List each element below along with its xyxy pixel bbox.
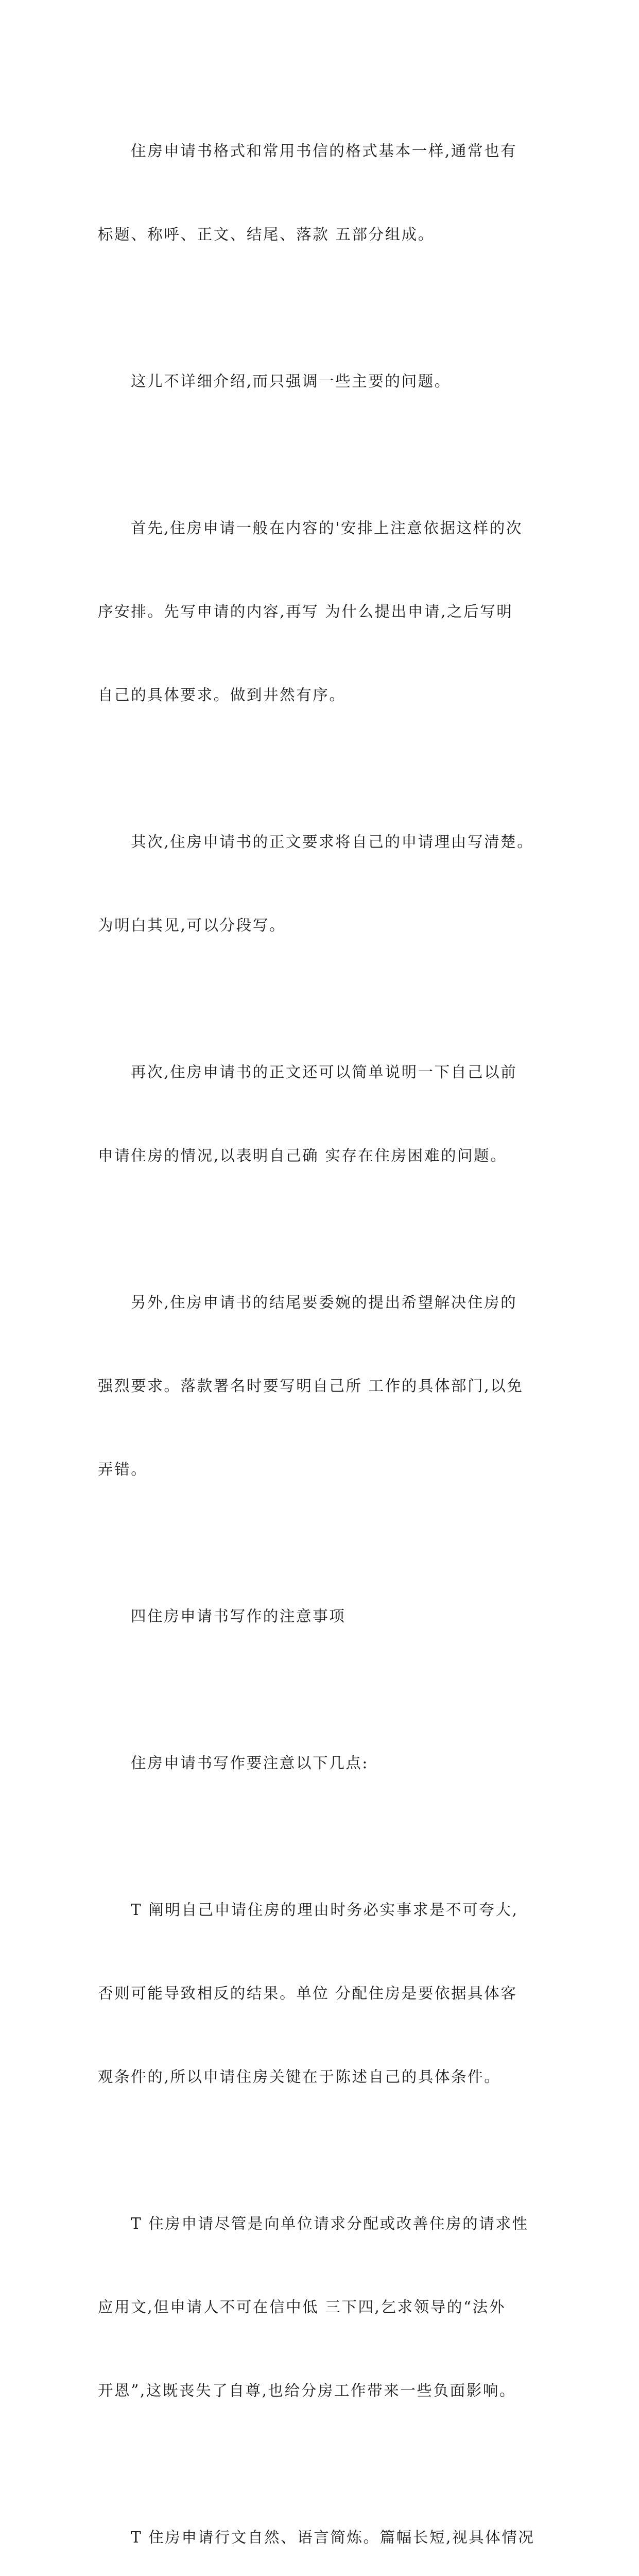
paragraph-second-point (98, 772, 546, 995)
paragraph-line: 为明白其见,可以分段写。 (98, 917, 286, 934)
paragraph-line: 序安排。先写申请的内容,再写 为什么提出申请,之后写明 (98, 603, 513, 620)
paragraph-line: T 阐明自己申请住房的理由时务必实事求是不可夸大, (131, 1901, 519, 1919)
paragraph-line: 应用文,但申请人不可在信中低 三下四,乞求领导的“法外 (98, 2298, 506, 2316)
paragraph-fourth-point (98, 1233, 546, 1539)
paragraph-note-two (98, 2154, 546, 2460)
paragraph-line: 强烈要求。落款署名时要写明自己所 工作的具体部门,以免 (98, 1377, 524, 1395)
paragraph-notes-intro (98, 1693, 546, 1833)
paragraph-line: 弄错。 (98, 1461, 148, 1478)
paragraph-line: 其次,住房申请书的正文要求将自己的申请理由写清楚。 (131, 833, 534, 851)
paragraph-first-point (98, 459, 546, 765)
paragraph-line: 另外,住房申请书的结尾要委婉的提出希望解决住房的 (131, 1294, 517, 1311)
paragraph-line: 观条件的,所以申请住房关键在于陈述自己的具体条件。 (98, 2068, 501, 2086)
paragraph-line: 住房申请书写作要注意以下几点: (131, 1754, 369, 1772)
paragraph-line: T 住房申请尽管是向单位请求分配或改善住房的请求性 (131, 2215, 529, 2232)
paragraph-notes-heading (98, 1547, 546, 1686)
paragraph-line: 标题、称呼、正文、结尾、落款 五部分组成。 (98, 226, 435, 243)
paragraph-line: 四住房申请书写作的注意事项 (131, 1607, 346, 1625)
paragraph-line: T 住房申请行文自然、语言简炼。篇幅长短,视具体情况 (131, 2529, 535, 2546)
paragraph-line: 这儿不详细介绍,而只强调一些主要的问题。 (131, 372, 451, 390)
paragraph-line: 申请住房的情况,以表明自己确 实存在住房困难的问题。 (98, 1147, 507, 1164)
paragraph-line: 再次,住房申请书的正文还可以简单说明一下自己以前 (131, 1063, 517, 1081)
paragraph-line: 自己的具体要求。做到井然有序。 (98, 686, 346, 704)
paragraph-note-three (98, 2468, 546, 2576)
document-body (98, 81, 546, 2576)
paragraph-line: 住房申请书格式和常用书信的格式基本一样,通常也有 (131, 142, 517, 160)
paragraph-line: 开恩”,这既丧失了自尊,也给分房工作带来一些负面影响。 (98, 2382, 516, 2399)
paragraph-intro-note (98, 312, 546, 451)
paragraph-format-overview (98, 81, 546, 304)
paragraph-line: 否则可能导致相反的结果。单位 分配住房是要依据具体客 (98, 1985, 517, 2002)
paragraph-note-one (98, 1840, 546, 2146)
paragraph-third-point (98, 1003, 546, 1225)
paragraph-line: 首先,住房申请一般在内容的'安排上注意依据这样的次 (131, 519, 523, 537)
